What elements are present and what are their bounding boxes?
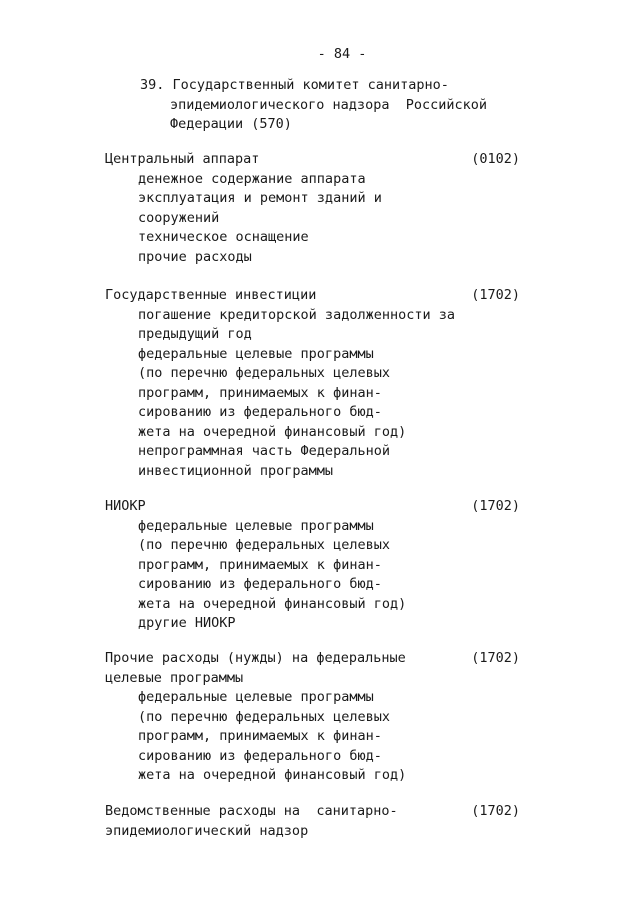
section-title-continuation: целевые программы — [105, 669, 244, 686]
list-item: инвестиционной программы — [138, 462, 334, 479]
list-item: непрограммная часть Федеральной — [138, 443, 390, 459]
list-item: эксплуатация и ремонт зданий и — [138, 190, 382, 206]
list-item: программ, принимаемых к финан- — [138, 384, 382, 401]
list-item: сированию из федерального бюд- — [138, 747, 382, 764]
list-item: федеральные целевые программы — [138, 517, 374, 534]
list-item: федеральные целевые программы — [138, 689, 374, 705]
section-title-row — [105, 802, 520, 822]
section-title-row — [105, 649, 520, 669]
section-code: (1702) — [471, 287, 520, 303]
section-code: (1702) — [471, 803, 520, 819]
list-item: сированию из федерального бюд- — [138, 404, 382, 420]
section-title-row — [105, 286, 520, 306]
list-item: программ, принимаемых к финан- — [138, 728, 382, 744]
list-item: другие НИОКР — [138, 615, 236, 631]
heading-line: эпидемиологического надзора Российской — [170, 96, 487, 113]
section-title: Центральный аппарат — [105, 151, 260, 167]
list-item: жета на очередной финансовый год) — [138, 767, 407, 783]
list-item: погашение кредиторской задолженности за — [138, 306, 455, 323]
budget-section-state-investments — [105, 286, 520, 481]
list-item: прочие расходы — [138, 248, 252, 265]
list-item: (по перечню федеральных целевых — [138, 365, 390, 381]
section-title-continuation: эпидемиологический надзор — [105, 822, 309, 839]
list-item: предыдущий год — [138, 326, 252, 342]
section-code: (0102) — [471, 151, 520, 167]
heading-line: 39. Государственный комитет санитарно- — [140, 77, 449, 93]
list-item: техническое оснащение — [138, 229, 309, 245]
budget-section-other-expenses — [105, 649, 520, 786]
heading-line: Федерации (570) — [170, 116, 292, 132]
list-item: федеральные целевые программы — [138, 345, 374, 362]
list-item: сооружений — [138, 209, 220, 226]
section-title: Ведомственные расходы на санитарно- — [105, 803, 398, 819]
section-title: Прочие расходы (нужды) на федеральные — [105, 650, 406, 666]
list-item: (по перечню федеральных целевых — [138, 537, 390, 553]
list-item: (по перечню федеральных целевых — [138, 708, 390, 725]
budget-section-departmental-expenses — [105, 802, 520, 841]
section-heading — [140, 76, 500, 135]
list-item: сированию из федерального бюд- — [138, 576, 382, 592]
page-number: - 84 - — [317, 46, 367, 62]
list-item: жета на очередной финансовый год) — [138, 595, 407, 612]
list-item: жета на очередной финансовый год) — [138, 423, 407, 440]
section-title: Государственные инвестиции — [105, 287, 317, 303]
section-title-row — [105, 150, 520, 170]
list-item: денежное содержание аппарата — [138, 170, 366, 187]
budget-section-rnd — [105, 497, 520, 634]
section-title: НИОКР — [105, 498, 146, 514]
section-title-row — [105, 497, 520, 517]
section-code: (1702) — [471, 498, 520, 514]
budget-section-central-apparatus — [105, 150, 520, 267]
section-code: (1702) — [471, 650, 520, 666]
list-item: программ, принимаемых к финан- — [138, 556, 382, 573]
